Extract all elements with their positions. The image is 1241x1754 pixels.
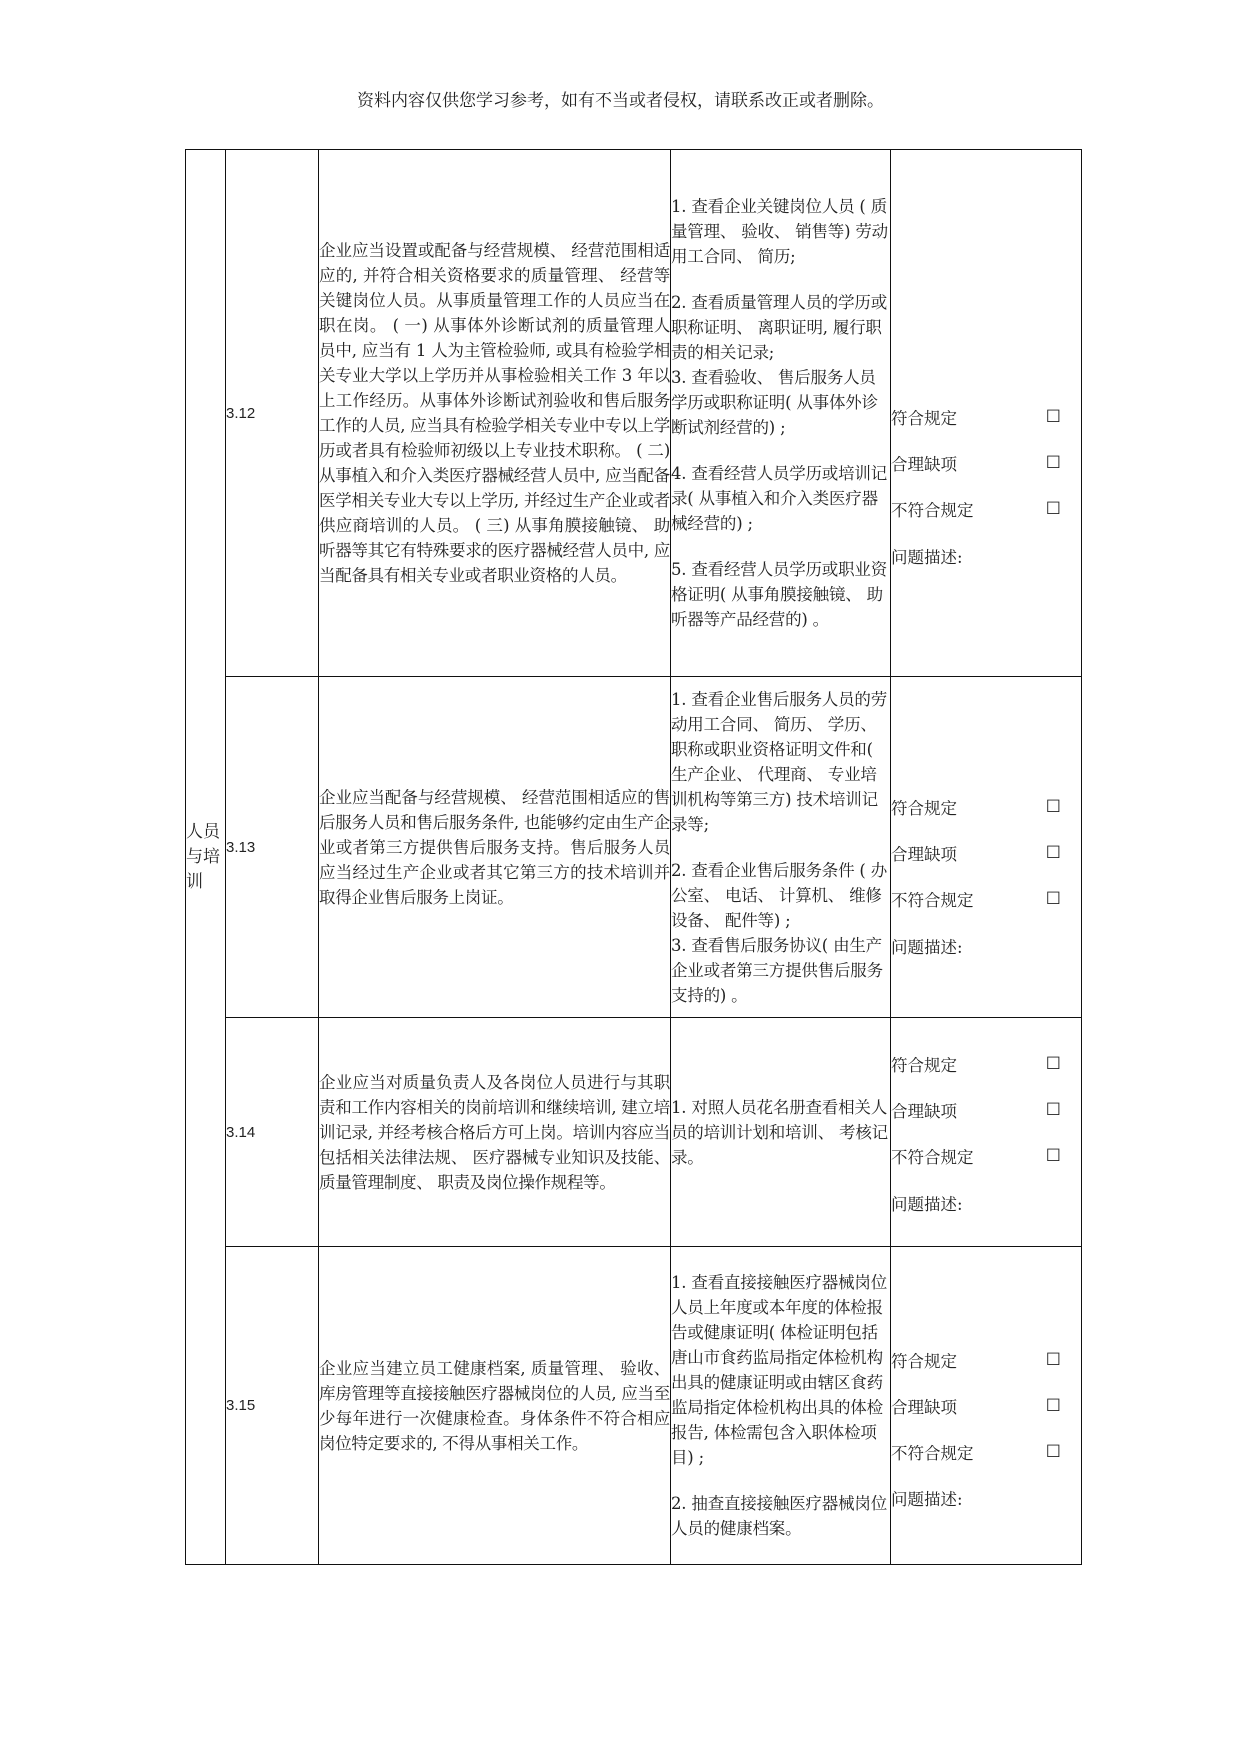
- option-reasonable-missing[interactable]: 合理缺项 ☐: [891, 1395, 1061, 1417]
- checkbox[interactable]: ☐: [1045, 1146, 1061, 1166]
- checkbox[interactable]: ☐: [1045, 797, 1061, 817]
- result-cell: [891, 677, 1082, 1018]
- table-row: [186, 1018, 1082, 1247]
- checkbox[interactable]: ☐: [1045, 499, 1061, 519]
- method-item: 1. 查看企业关键岗位人员 ( 质量管理、 验收、 销售等) 劳动用工合同、 简历;: [671, 197, 888, 266]
- item-number: 3.14: [226, 1018, 319, 1247]
- item-number: 3.13: [226, 677, 319, 1018]
- option-reasonable-missing[interactable]: 合理缺项 ☐: [891, 843, 1061, 864]
- page-header-disclaimer: 资料内容仅供您学习参考，如有不当或者侵权，请联系改正或者删除。: [357, 91, 884, 111]
- inspection-method: [671, 150, 891, 677]
- table-row: [186, 1247, 1082, 1565]
- checkbox[interactable]: ☐: [1045, 843, 1061, 863]
- option-compliant[interactable]: 符合规定 ☐: [891, 797, 1061, 818]
- method-item: 2. 查看质量管理人员的学历或职称证明、 离职证明, 履行职责的相关记录;: [671, 293, 887, 362]
- method-item: 3. 查看验收、 售后服务人员学历或职称证明( 从事体外诊断试剂经营的) ;: [671, 368, 878, 437]
- problem-description-label: 问题描述:: [891, 1194, 963, 1214]
- requirement-text: 企业应当对质量负责人及各岗位人员进行与其职责和工作内容相关的岗前培训和继续培训, 建立培训记录, 并经考核合格后方可上岗。培训内容应当包括相关法律法规、 医疗器械专业知识及技能、 质量管理制度、 职责及岗位操作规程等。: [319, 1018, 671, 1247]
- table-row: [186, 150, 1082, 677]
- checkbox[interactable]: ☐: [1045, 889, 1061, 909]
- option-compliant[interactable]: 符合规定 ☐: [891, 1349, 1061, 1371]
- option-compliant[interactable]: 符合规定 ☐: [891, 1054, 1061, 1075]
- option-compliant[interactable]: 符合规定 ☐: [891, 407, 1061, 428]
- checkbox[interactable]: ☐: [1045, 453, 1061, 473]
- result-cell: [891, 1247, 1082, 1565]
- checkbox[interactable]: ☐: [1045, 1054, 1061, 1074]
- inspection-method: [671, 677, 891, 1018]
- problem-description-label: 问题描述:: [891, 937, 963, 957]
- option-reasonable-missing[interactable]: 合理缺项 ☐: [891, 453, 1061, 474]
- problem-description-label: 问题描述:: [891, 1490, 963, 1509]
- item-number: 3.12: [226, 150, 319, 677]
- checkbox[interactable]: ☐: [1045, 1349, 1061, 1370]
- checkbox[interactable]: ☐: [1045, 407, 1061, 427]
- requirement-text: 企业应当配备与经营规模、 经营范围相适应的售后服务人员和售后服务条件, 也能够约定由生产企业或者第三方提供售后服务支持。售后服务人员应当经过生产企业或者其它第三方的技术培训并取得企业售后服务上岗证。: [319, 677, 671, 1018]
- problem-description-label: 问题描述:: [891, 547, 963, 567]
- option-reasonable-missing[interactable]: 合理缺项 ☐: [891, 1100, 1061, 1121]
- checkbox[interactable]: ☐: [1045, 1395, 1061, 1416]
- inspection-method: [671, 1018, 891, 1247]
- option-noncompliant[interactable]: 不符合规定 ☐: [891, 1146, 1061, 1167]
- table-row: [186, 677, 1082, 1018]
- method-item: 1. 查看企业售后服务人员的劳动用工合同、 简历、 学历、 职称或职业资格证明文件和( 生产企业、 代理商、 专业培训机构等第三方) 技术培训记录等;: [671, 689, 887, 834]
- item-number: 3.15: [226, 1247, 319, 1565]
- method-item: 1. 对照人员花名册查看相关人员的培训计划和培训、 考核记录。: [671, 1097, 888, 1167]
- inspection-method: [671, 1247, 891, 1565]
- method-item: 1. 查看直接接触医疗器械岗位人员上年度或本年度的体检报告或健康证明( 体检证明包括唐山市食药监局指定体检机构出具的健康证明或由辖区食药监局指定体检机构出具的体检报告, 体检需包含入职体检项目) ;: [671, 1273, 887, 1467]
- checkbox[interactable]: ☐: [1045, 1441, 1061, 1462]
- result-cell: [891, 150, 1082, 677]
- option-noncompliant[interactable]: 不符合规定 ☐: [891, 1441, 1061, 1463]
- option-noncompliant[interactable]: 不符合规定 ☐: [891, 889, 1061, 910]
- requirement-text: 企业应当建立员工健康档案, 质量管理、 验收、 库房管理等直接接触医疗器械岗位的人员, 应当至少每年进行一次健康检查。身体条件不符合相应岗位特定要求的, 不得从事相关工作。: [319, 1247, 671, 1565]
- option-noncompliant[interactable]: 不符合规定 ☐: [891, 499, 1061, 520]
- method-item: 4. 查看经营人员学历或培训记录( 从事植入和介入类医疗器械经营的) ;: [671, 464, 887, 533]
- inspection-table: [185, 149, 1082, 1565]
- result-cell: [891, 1018, 1082, 1247]
- checkbox[interactable]: ☐: [1045, 1100, 1061, 1120]
- method-item: 3. 查看售后服务协议( 由生产企业或者第三方提供售后服务支持的) 。: [671, 935, 883, 1005]
- category-cell: 人员与培训: [186, 150, 226, 1565]
- requirement-text: 企业应当设置或配备与经营规模、 经营范围相适应的, 并符合相关资格要求的质量管理、 经营等关键岗位人员。从事质量管理工作的人员应当在职在岗。 ( 一) 从事体外诊断试剂的质量管理人员中, 应当有 1 人为主管检验师, 或具有检验学相关专业大学以上学历并从事检验相关工作 3 年以上工作经历。从事体外诊断试剂验收和售后服务工作的人员, 应当具有检验学相关专业中专以上学历或者具有检验师初级以上专业技术职称。 ( 二) 从事植入和介入类医疗器械经营人员中, 应当配备医学相关专业大专以上学历, 并经过生产企业或者供应商培训的人员。 ( 三) 从事角膜接触镜、 助听器等其它有特殊要求的医疗器械经营人员中, 应当配备具有相关专业或者职业资格的人员。: [319, 150, 671, 677]
- method-item: 5. 查看经营人员学历或职业资格证明( 从事角膜接触镜、 助听器等产品经营的) 。: [671, 560, 887, 629]
- method-item: 2. 抽查直接接触医疗器械岗位人员的健康档案。: [671, 1494, 887, 1538]
- method-item: 2. 查看企业售后服务条件 ( 办公室、 电话、 计算机、 维修设备、 配件等) ;: [671, 860, 888, 930]
